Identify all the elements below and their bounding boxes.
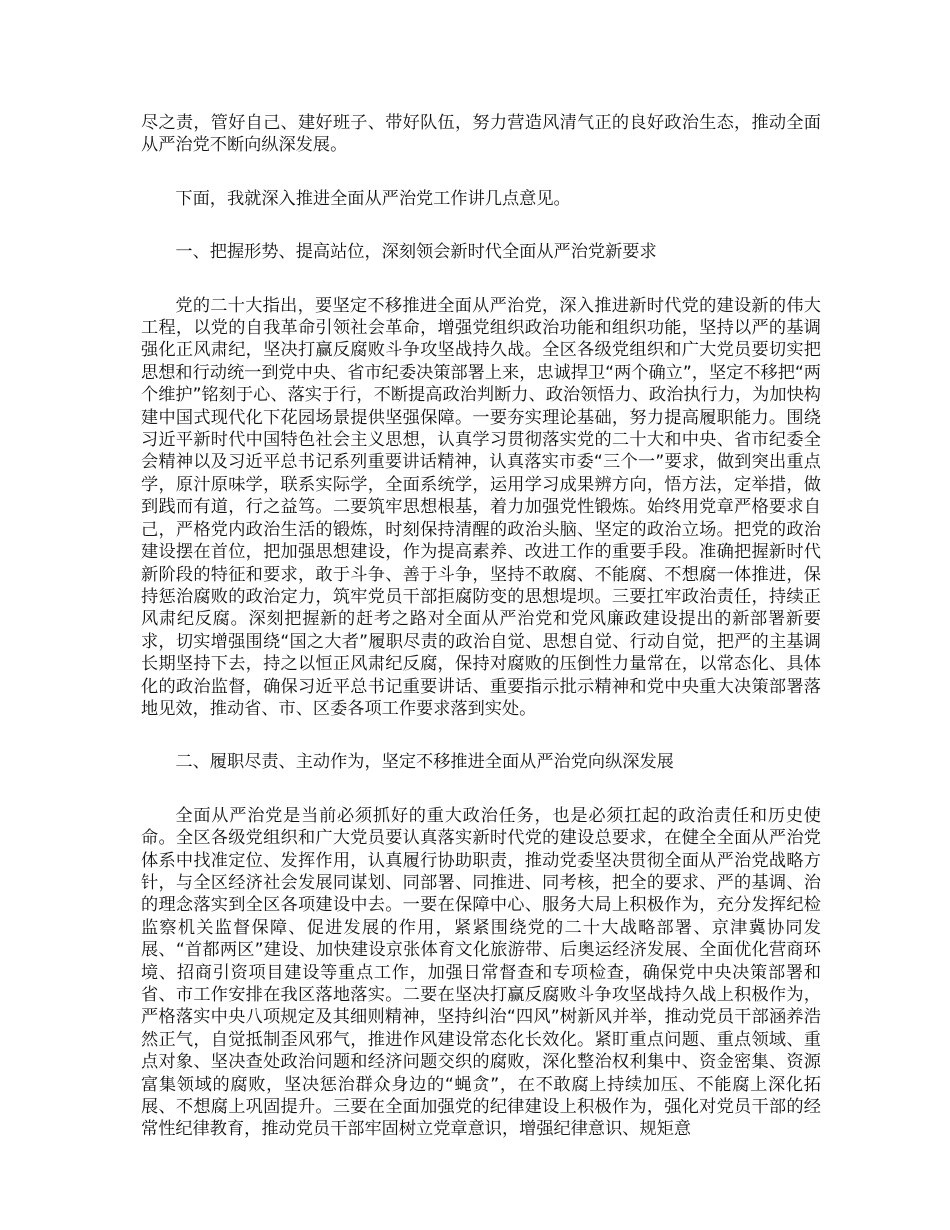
section-heading-1: 一、把握形势、提高站位，深刻领会新时代全面从严治党新要求 xyxy=(175,242,657,263)
paragraph-intro: 下面，我就深入推进全面从严治党工作讲几点意见。 xyxy=(175,188,571,209)
paragraph-section-1: 党的二十大指出，要坚定不移推进全面从严治党，深入推进新时代党的建设新的伟大工程，以党的自我革命引领社会革命，增强党组织政治功能和组织功能，坚持以严的基调强化正风肃纪，坚决打赢反腐败斗争攻坚战持久战。全区各级党组织和广大党员要切实把思想和行动统一到党中央、省市纪委决策部署上来，忠诚捍卫“两个确立”，坚定不移把“两个维护”铭刻于心、落实于行，不断提高政治判断力、政治领悟力、政治执行力，为加快构建中国式现代化下花园场景提供坚强保障。一要夯实理论基础，努力提高履职能力。围绕习近平新时代中国特色社会主义思想，认真学习贯彻落实党的二十大和中央、省市纪委全会精神以及习近平总书记系列重要讲话精神，认真落实市委“三个一”要求，做到突出重点学，原汁原味学，联系实际学，全面系统学，运用学习成果辨方向，悟方法，定举措，做到践而有道，行之益笃。二要筑牢思想根基，着力加强党性锻炼。始终用党章严格要求自己，严格党内政治生活的锻炼，时刻保持清醒的政治头脑、坚定的政治立场。把党的政治建设摆在首位，把加强思想建设，作为提高素养、改进工作的重要手段。准确把握新时代新阶段的特征和要求，敢于斗争、善于斗争，坚持不敢腐、不能腐、不想腐一体推进，保持惩治腐败的政治定力，筑牢党员干部拒腐防变的思想堤坝。三要扛牢政治责任，持续正风肃纪反腐。深刻把握新的赶考之路对全面从严治党和党风廉政建设提出的新部署新要求，切实增强围绕“国之大者”履职尽责的政治自觉、思想自觉、行动自觉，把严的主基调长期坚持下去，持之以恒正风肃纪反腐，保持对腐败的压倒性力量常在，以常态化、具体化的政治监督，确保习近平总书记重要讲话、重要指示批示精神和党中央重大决策部署落地见效，推动省、市、区委各项工作要求落到实处。 xyxy=(141,295,821,719)
paragraph-section-2: 全面从严治党是当前必须抓好的重大政治任务，也是必须扛起的政治责任和历史使命。全区各级党组织和广大党员要认真落实新时代党的建设总要求，在健全全面从严治党体系中找准定位、发挥作用，认真履行协助职责，推动党委坚决贯彻全面从严治党战略方针，与全区经济社会发展同谋划、同部署、同推进、同考核，把全的要求、严的基调、治的理念落实到全区各项建设中去。一要在保障中心、服务大局上积极作为，充分发挥纪检监察机关监督保障、促进发展的作用，紧紧围绕党的二十大战略部署、京津冀协同发展、“首都两区”建设、加快建设京张体育文化旅游带、后奥运经济发展、全面优化营商环境、招商引资项目建设等重点工作，加强日常督查和专项检查，确保党中央决策部署和省、市工作安排在我区落地落实。二要在坚决打赢反腐败斗争攻坚战持久战上积极作为，严格落实中央八项规定及其细则精神，坚持纠治“四风”树新风并举，推动党员干部涵养浩然正气，自觉抵制歪风邪气，推进作风建设常态化长效化。紧盯重点问题、重点领域、重点对象、坚决查处政治问题和经济问题交织的腐败，深化整治权利集中、资金密集、资源富集领域的腐败，坚决惩治群众身边的“蝇贪”，在不敢腐上持续加压、不能腐上深化拓展、不想腐上巩固提升。三要在全面加强党的纪律建设上积极作为，强化对党员干部的经常性纪律教育，推动党员干部牢固树立党章意识，增强纪律意识、规矩意 xyxy=(141,805,821,1140)
section-heading-2: 二、履职尽责、主动作为，坚定不移推进全面从严治党向纵深发展 xyxy=(175,752,674,773)
document-body xyxy=(141,112,821,1141)
paragraph-continuation: 尽之责，管好自己、建好班子、带好队伍，努力营造风清气正的良好政治生态，推动全面从严治党不断向纵深发展。 xyxy=(141,113,821,156)
